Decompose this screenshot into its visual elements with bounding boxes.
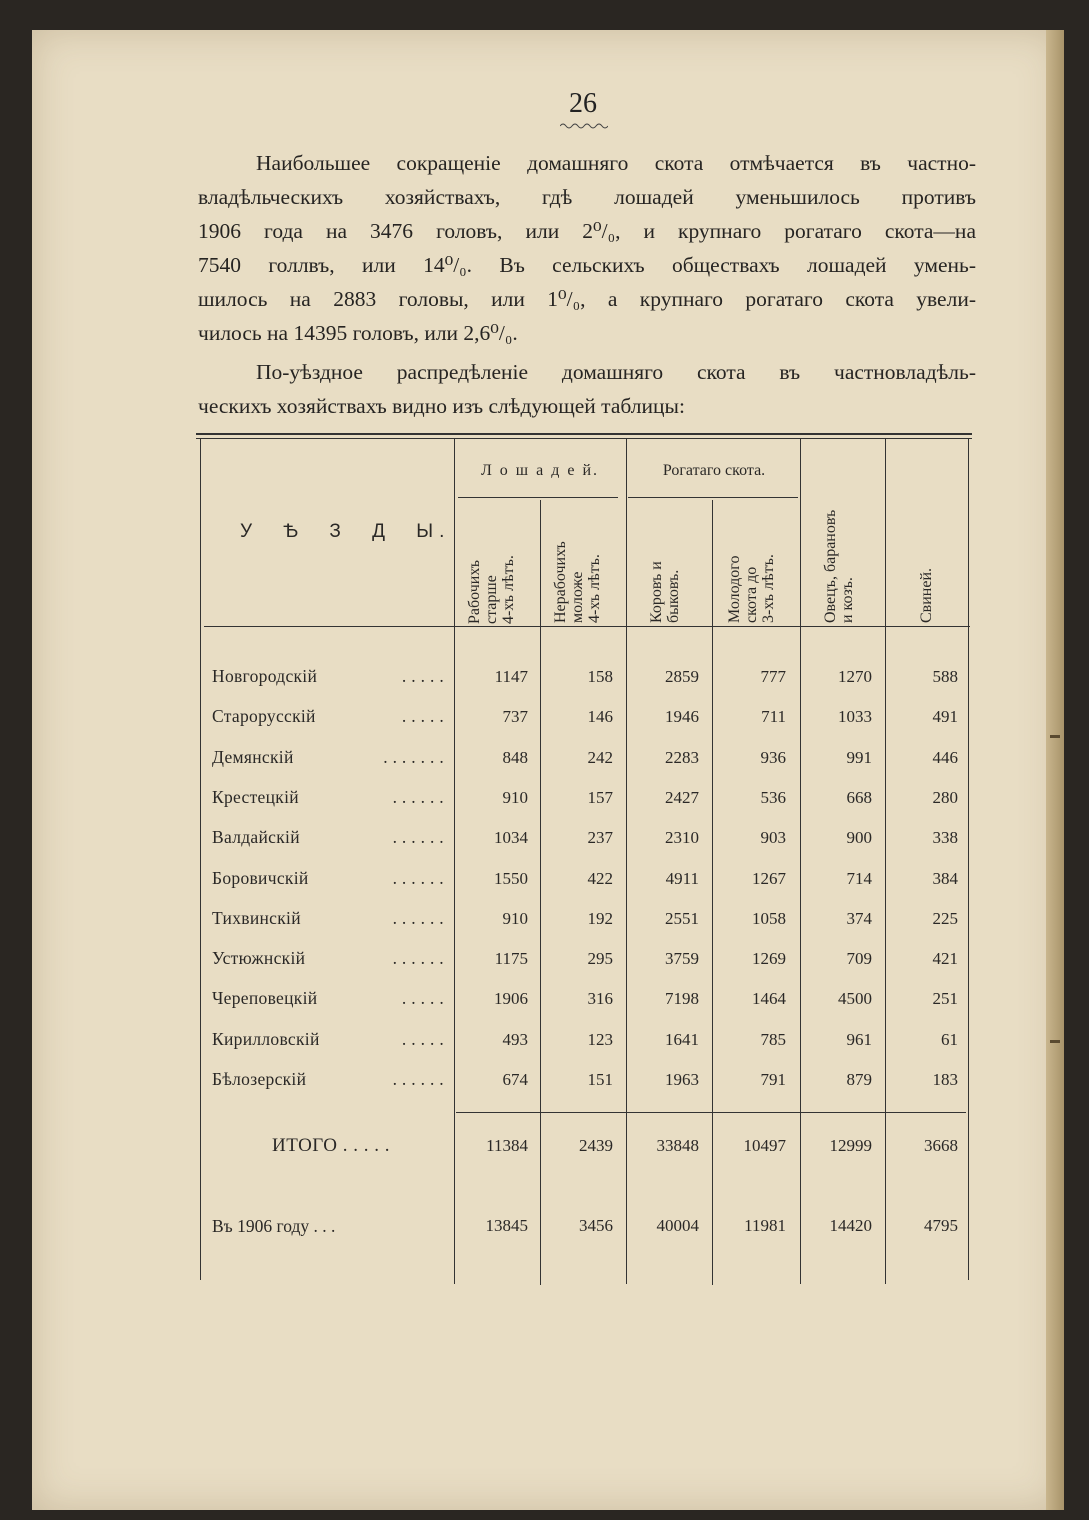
table-cell: 2283 bbox=[665, 747, 699, 767]
table-cell: 1267 bbox=[752, 868, 786, 888]
table-cell: 237 bbox=[587, 828, 613, 848]
table-cell: 183 bbox=[932, 1070, 958, 1089]
leader-dots: . . . . . . bbox=[392, 867, 444, 888]
district-name: Череповецкій bbox=[212, 988, 318, 1009]
table-cell: 13845 bbox=[485, 1216, 528, 1235]
leader-dots: . . . . . . bbox=[392, 1069, 444, 1089]
edge-mark bbox=[1050, 1040, 1060, 1043]
table-cell: 674 bbox=[502, 1070, 528, 1089]
text-line: ческихъ хозяйствахъ видно изъ слѣдующей таблицы: bbox=[198, 394, 685, 418]
table-cell: 1034 bbox=[494, 828, 528, 848]
leader-dots: . . . . . . bbox=[392, 827, 444, 848]
leader-dots: . . . . . bbox=[401, 1028, 444, 1049]
district-name: Тихвинскій bbox=[212, 907, 301, 928]
table-cell: 709 bbox=[846, 949, 872, 969]
table-cell: 961 bbox=[846, 1029, 872, 1049]
table-cell: 711 bbox=[761, 707, 786, 727]
table-cell: 910 bbox=[502, 787, 528, 807]
table-cell: 2310 bbox=[665, 828, 699, 848]
table-cell: 242 bbox=[587, 747, 613, 767]
edge-mark bbox=[1050, 735, 1060, 738]
table-cell: 1147 bbox=[494, 667, 528, 686]
text-line: 1906 года на 3476 головъ, или 2⁰/₀, и крупнаго рогатаго скота—на bbox=[198, 219, 976, 243]
table-cell: 295 bbox=[587, 949, 613, 969]
table-cell: 2427 bbox=[665, 787, 699, 807]
text-line: шилось на 2883 головы, или 1⁰/₀, а крупнаго рогатаго скота увели- bbox=[198, 287, 976, 311]
table-cell: 4911 bbox=[665, 868, 699, 888]
table-cell: 192 bbox=[587, 908, 613, 928]
table-cell: 1058 bbox=[752, 908, 786, 928]
page-number: 26 bbox=[569, 88, 597, 119]
district-name: Старорусскій bbox=[212, 706, 316, 727]
col-header-working-horses: Рабочихъ старше 4-хъ лѣтъ. bbox=[466, 555, 517, 624]
text-line: Наибольшее сокращеніе домашняго скота отмѣчается въ частно- bbox=[256, 151, 976, 175]
col-header-young-horses: Нерабочихъ моложе 4-хъ лѣтъ. bbox=[552, 541, 603, 623]
year-1906-label: Въ 1906 году . . . bbox=[212, 1216, 336, 1236]
table-cell: 10497 bbox=[743, 1136, 786, 1155]
table-cell: 910 bbox=[502, 908, 528, 928]
total-label: ИТОГО . . . . . bbox=[272, 1135, 391, 1156]
table-cell: 151 bbox=[587, 1070, 613, 1089]
table-cell: 384 bbox=[932, 868, 958, 888]
leader-dots: . . . . . bbox=[401, 706, 444, 727]
paragraph-1 bbox=[198, 146, 976, 350]
leader-dots: . . . . . bbox=[401, 666, 444, 686]
text-line: 7540 голлвъ, или 14⁰/₀. Въ сельскихъ обществахъ лошадей умень- bbox=[198, 253, 976, 277]
table-cell: 714 bbox=[846, 868, 872, 888]
table-cell: 1175 bbox=[494, 949, 528, 969]
table-cell: 12999 bbox=[829, 1136, 872, 1155]
table-cell: 777 bbox=[760, 667, 786, 686]
table-cell: 374 bbox=[846, 908, 872, 928]
table-cell: 61 bbox=[941, 1029, 958, 1049]
table-cell: 446 bbox=[932, 747, 958, 767]
table-cell: 903 bbox=[760, 828, 786, 848]
table-cell: 2551 bbox=[665, 908, 699, 928]
table-cell: 316 bbox=[587, 989, 613, 1009]
table-cell: 1963 bbox=[665, 1070, 699, 1089]
table-cell: 280 bbox=[932, 787, 958, 807]
table-cell: 4795 bbox=[924, 1216, 958, 1235]
table-cell: 14420 bbox=[829, 1216, 872, 1235]
col-header-cows: Коровъ и быковъ. bbox=[648, 561, 682, 623]
table-cell: 123 bbox=[587, 1029, 613, 1049]
table-cell: 936 bbox=[760, 747, 786, 767]
table-cell: 991 bbox=[846, 747, 872, 767]
table-cell: 1270 bbox=[838, 667, 872, 686]
table-cell: 251 bbox=[932, 989, 958, 1009]
table-cell: 422 bbox=[587, 868, 613, 888]
table-cell: 158 bbox=[587, 667, 613, 686]
district-name: Кирилловскій bbox=[212, 1028, 320, 1049]
table-cell: 1464 bbox=[752, 989, 786, 1009]
table-cell: 3759 bbox=[665, 949, 699, 969]
col-header-sheep: Овецъ, барановъ и козъ. bbox=[822, 509, 856, 623]
table-cell: 1641 bbox=[665, 1029, 699, 1049]
leader-dots: . . . . . . bbox=[392, 786, 444, 807]
district-name: Крестецкій bbox=[212, 786, 299, 807]
table-cell: 3668 bbox=[924, 1136, 958, 1155]
table-cell: 146 bbox=[587, 707, 613, 727]
table-cell: 737 bbox=[502, 707, 528, 727]
col-header-pigs: Свиней. bbox=[918, 567, 935, 623]
table-cell: 879 bbox=[846, 1070, 872, 1089]
table-cell: 493 bbox=[502, 1029, 528, 1049]
col-header-young-cattle: Молодого скота до 3-хъ лѣтъ. bbox=[726, 554, 777, 623]
page-number-ornament bbox=[560, 122, 608, 130]
table-cell: 1033 bbox=[838, 707, 872, 727]
district-name: Боровичскій bbox=[212, 867, 309, 888]
table-cell: 421 bbox=[932, 949, 958, 969]
district-name: Устюжнскій bbox=[212, 948, 306, 969]
table-cell: 4500 bbox=[838, 989, 872, 1009]
district-name: Валдайскій bbox=[212, 827, 300, 848]
table-cell: 1269 bbox=[752, 949, 786, 969]
table-cell: 791 bbox=[760, 1070, 786, 1089]
table-cell: 7198 bbox=[665, 989, 699, 1009]
text-line: владѣльческихъ хозяйствахъ, гдѣ лошадей уменьшилось противъ bbox=[198, 185, 976, 209]
table-cell: 225 bbox=[932, 908, 958, 928]
table-cell: 491 bbox=[932, 707, 958, 727]
table-cell: 33848 bbox=[656, 1136, 699, 1155]
table-cell: 1946 bbox=[665, 707, 699, 727]
table-cell: 848 bbox=[502, 747, 528, 767]
table-cell: 588 bbox=[932, 667, 958, 686]
district-name: Демянскій bbox=[212, 746, 294, 767]
table-cell: 157 bbox=[587, 787, 613, 807]
district-name: Бѣлозерскій bbox=[212, 1069, 307, 1089]
table-cell: 338 bbox=[932, 828, 958, 848]
table-cell: 668 bbox=[846, 787, 872, 807]
text-line: чилось на 14395 головъ, или 2,6⁰/₀. bbox=[198, 321, 518, 345]
table-cell: 1906 bbox=[494, 989, 528, 1009]
leader-dots: . . . . . . bbox=[392, 907, 444, 928]
district-header: У Ѣ З Д Ы. bbox=[240, 521, 451, 542]
leader-dots: . . . . . . . bbox=[383, 746, 444, 767]
paragraph-2 bbox=[198, 355, 976, 423]
table-cell: 3456 bbox=[579, 1216, 613, 1235]
table-cell: 900 bbox=[846, 828, 872, 848]
table-cell: 1550 bbox=[494, 868, 528, 888]
leader-dots: . . . . . . bbox=[392, 948, 444, 969]
horses-group-header: Л о ш а д е й. bbox=[480, 462, 600, 479]
cattle-group-header: Рогатаго скота. bbox=[662, 462, 766, 479]
book-edge bbox=[1046, 30, 1064, 1510]
leader-dots: . . . . . bbox=[401, 988, 444, 1009]
table-cell: 2439 bbox=[579, 1136, 613, 1155]
table-cell: 11981 bbox=[744, 1216, 786, 1235]
table-cell: 2859 bbox=[665, 667, 699, 686]
table-cell: 40004 bbox=[656, 1216, 699, 1235]
table-cell: 11384 bbox=[486, 1136, 528, 1155]
text-line: По-уѣздное распредѣленіе домашняго скота въ частновладѣль- bbox=[256, 360, 976, 384]
district-name: Новгородскій bbox=[212, 666, 318, 686]
table-cell: 785 bbox=[760, 1029, 786, 1049]
table-cell: 536 bbox=[760, 787, 786, 807]
